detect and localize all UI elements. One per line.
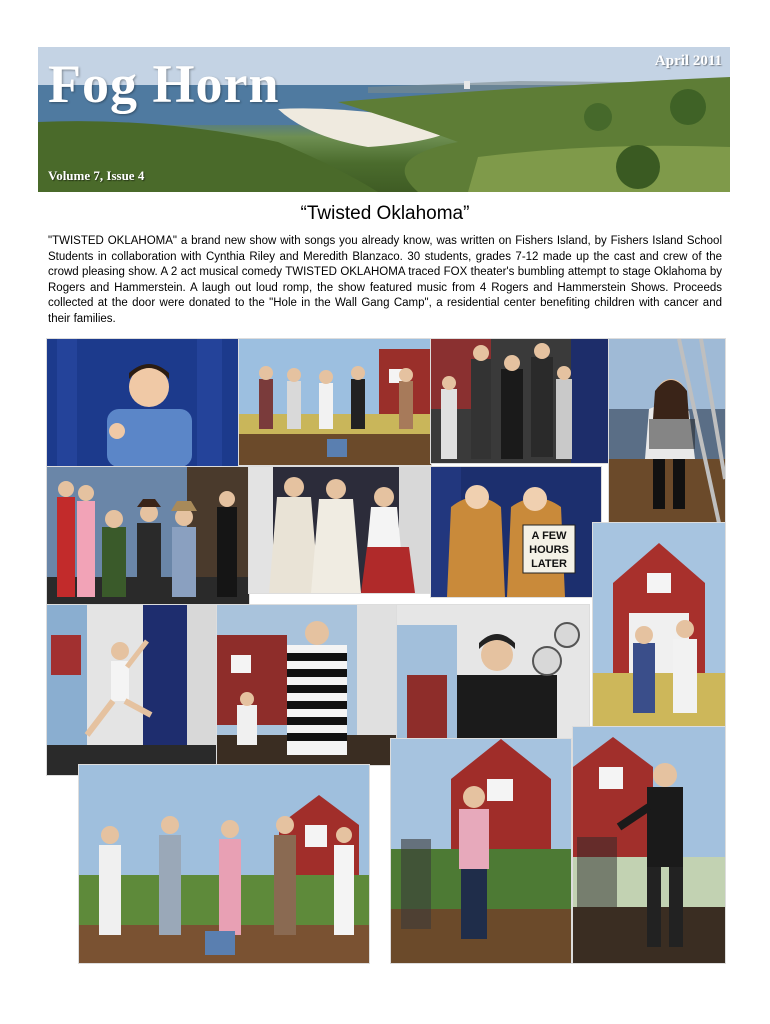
photo-boy-thumbs-up — [46, 338, 240, 468]
photo-three-actresses — [248, 466, 432, 594]
article-body: "TWISTED OKLAHOMA" a brand new show with songs you already know, was written on Fishers Island, by Fishers Island School Students in collaboration with Cynthia Riley and Meredith Blanzaco. 30 students, grades 7-12 made up the cast and crew of the crowd pleasing show. A 2 act musical comedy TWISTED OKLAHOMA traced FOX theater's bumbling attempt to stage Oklahoma by Rogers and Hammerstein. A laugh out loud romp, the show featured music from 4 Rogers and Hammerstein Shows. Proceeds collected at the door were donated to the "Hole in the Wall Gang Camp", a residential center benefiting children with cancer and their families. — [48, 235, 722, 325]
issue-date: April 2011 — [654, 53, 722, 69]
photo-prisoner-costume — [216, 604, 398, 766]
volume-issue: Volume 7, Issue 4 — [48, 168, 145, 183]
sign-line-2: HOURS — [529, 544, 569, 556]
photo-girl-kick — [46, 604, 218, 776]
article-title: “Twisted Oklahoma” — [300, 203, 470, 224]
sign-line-3: LATER — [531, 558, 567, 570]
photo-dancers-stage — [78, 764, 370, 964]
photo-girl-on-ladder — [608, 338, 726, 524]
photo-few-hours-later-sign — [430, 466, 602, 598]
photo-man-dancing — [572, 726, 726, 964]
photo-boy-tambourine — [396, 604, 590, 740]
photo-barn-couple — [592, 522, 726, 728]
striped-costume — [287, 645, 347, 755]
photo-dancers-barn — [238, 338, 432, 466]
newsletter-title: Fog Horn — [48, 54, 280, 114]
masthead-banner — [38, 47, 730, 192]
sign-line-1: A FEW — [531, 530, 567, 542]
photo-girl-singing — [390, 738, 572, 964]
photo-cast-violin — [430, 338, 610, 464]
photo-cast-cowboys — [46, 466, 250, 606]
